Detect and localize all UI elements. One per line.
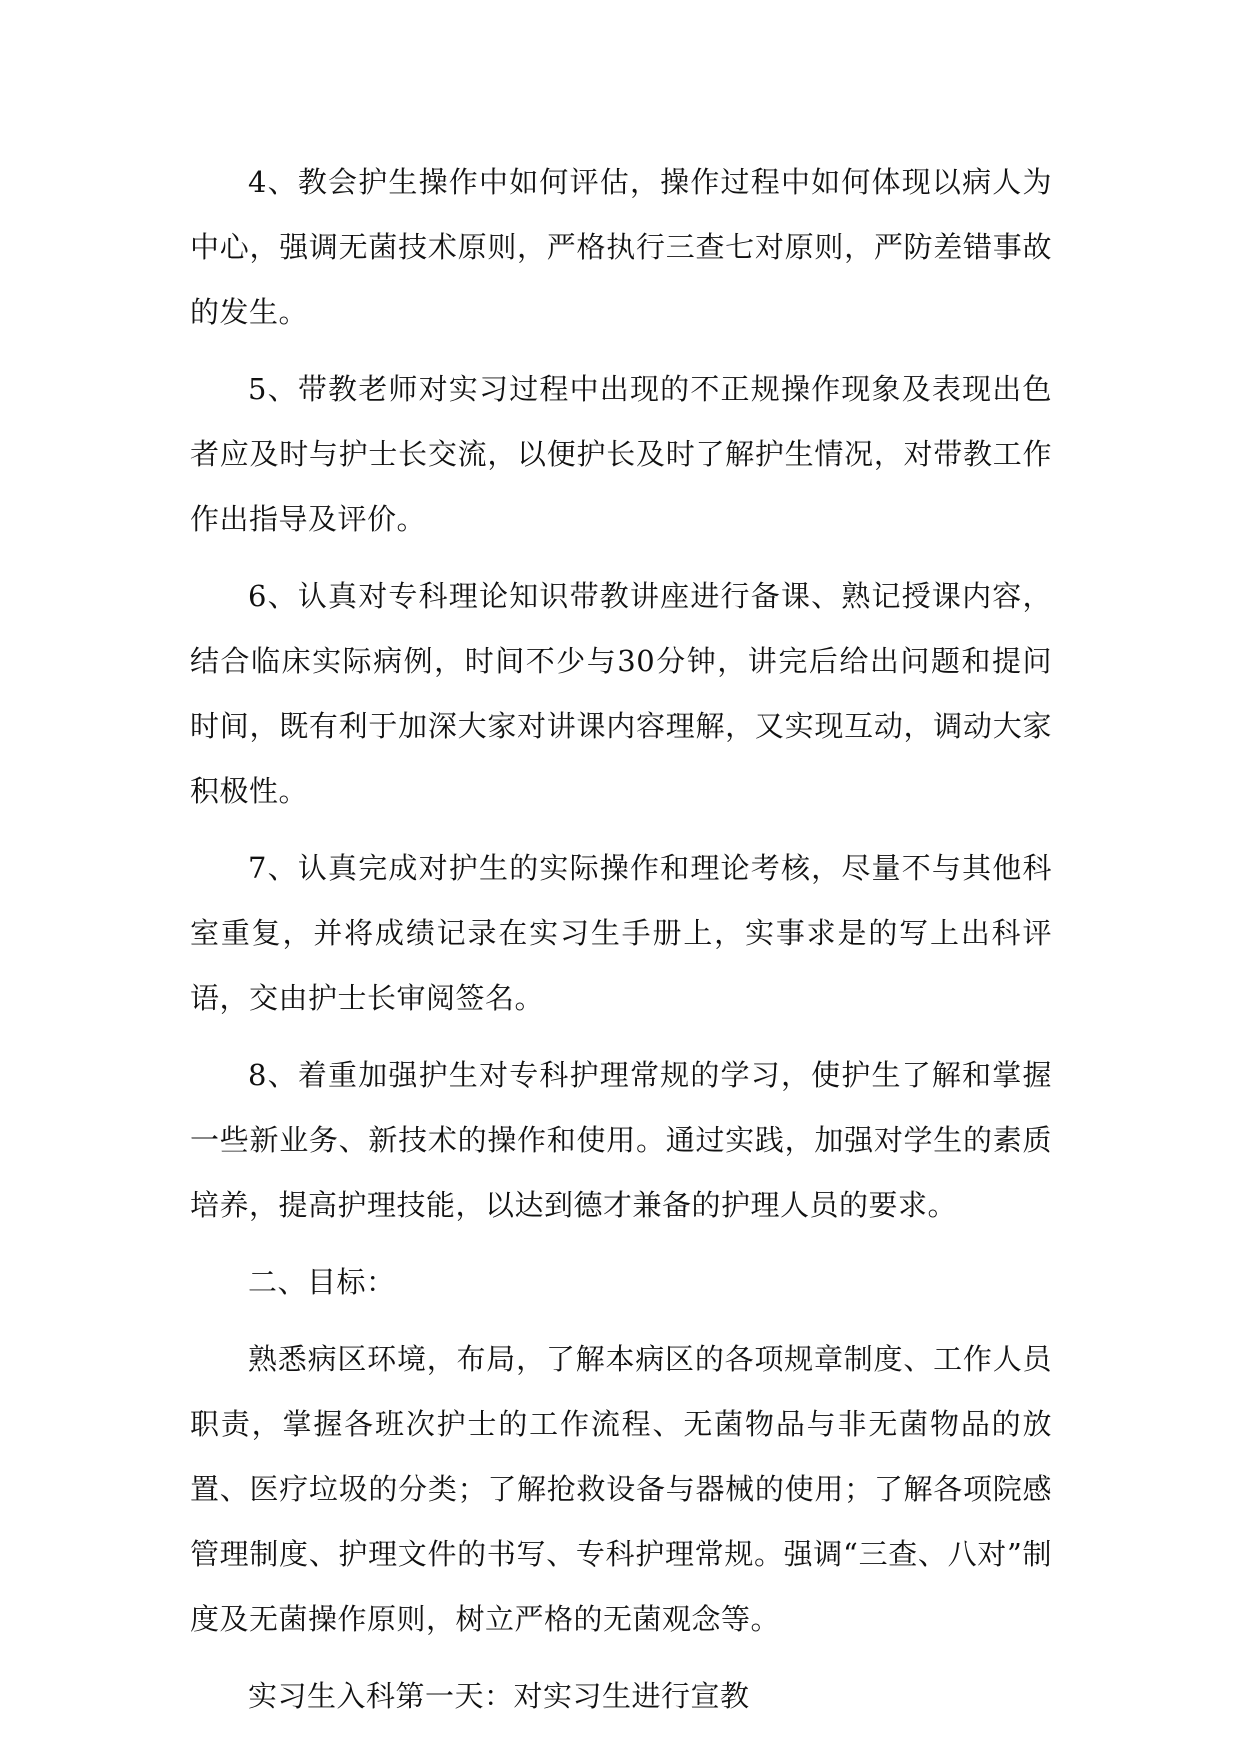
section-heading-goals: 二、目标： — [248, 1265, 396, 1299]
paragraph-item-6: 6、认真对专科理论知识带教讲座进行备课、熟记授课内容，结合临床实际病例，时间不少与30分钟，讲完后给出问题和提问时间，既有利于加深大家对讲课内容理解，又实现互动，调动大家积极性。 — [190, 579, 1052, 808]
document-page — [190, 150, 1052, 1741]
paragraph-item-5: 5、带教老师对实习过程中出现的不正规操作现象及表现出色者应及时与护士长交流，以便护长及时了解护生情况，对带教工作作出指导及评价。 — [190, 372, 1052, 536]
paragraph-first-day: 实习生入科第一天：对实习生进行宣教 — [248, 1679, 750, 1713]
paragraph-item-7: 7、认真完成对护生的实际操作和理论考核，尽量不与其他科室重复，并将成绩记录在实习生手册上，实事求是的写上出科评语，交由护士长审阅签名。 — [190, 851, 1052, 1015]
paragraph-item-8: 8、着重加强护生对专科护理常规的学习，使护生了解和掌握一些新业务、新技术的操作和使用。通过实践，加强对学生的素质培养，提高护理技能，以达到德才兼备的护理人员的要求。 — [190, 1058, 1052, 1222]
paragraph-goals-body: 熟悉病区环境，布局，了解本病区的各项规章制度、工作人员职责，掌握各班次护士的工作流程、无菌物品与非无菌物品的放置、医疗垃圾的分类；了解抢救设备与器械的使用；了解各项院感管理制度、护理文件的书写、专科护理常规。强调“三查、八对”制度及无菌操作原则，树立严格的无菌观念等。 — [190, 1342, 1052, 1636]
paragraph-item-4: 4、教会护生操作中如何评估，操作过程中如何体现以病人为中心，强调无菌技术原则，严格执行三查七对原则，严防差错事故的发生。 — [190, 165, 1052, 329]
